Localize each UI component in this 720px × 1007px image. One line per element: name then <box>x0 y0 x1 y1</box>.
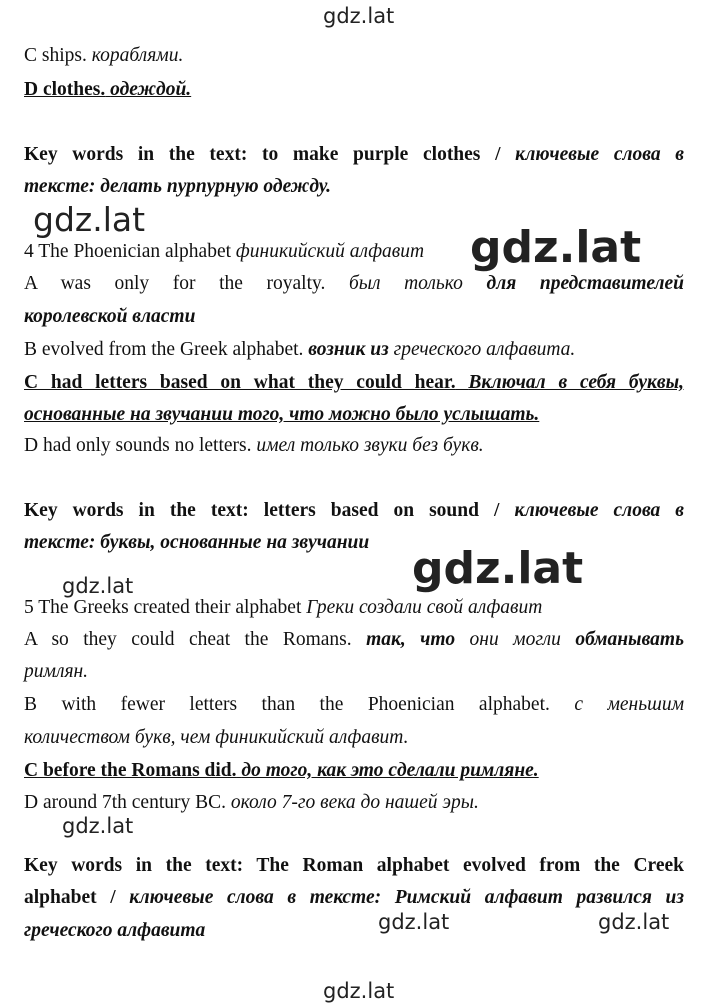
correct-answer-4c: C had letters based on what they could hear. Включал в себя буквы, <box>24 372 684 393</box>
option-4a-cont: королевской власти <box>24 306 196 327</box>
option-5b: B with fewer letters than the Phoenician alphabet. с меньшим <box>24 694 685 715</box>
key-words-2: Key words in the text: letters based on sound / ключевые слова в <box>24 500 685 521</box>
option-4d: D had only sounds no letters. имел только звуки без букв. <box>24 435 484 456</box>
watermark: gdz.lat <box>323 4 395 28</box>
correct-answer-5c: C before the Romans did. до того, как это сделали римляне. <box>24 760 539 781</box>
correct-answer-d: D clothes. одеждой. <box>24 79 192 100</box>
option-5b-cont: количеством букв, чем финикийский алфавит. <box>24 727 409 748</box>
key-words-3: Key words in the text: The Roman alphabet evolved from the Creek <box>24 855 684 876</box>
watermark: gdz.lat <box>378 910 450 934</box>
key-words-3-cont: alphabet / ключевые слова в тексте: Римский алфавит развился из <box>24 887 684 908</box>
watermark: gdz.lat <box>33 200 146 239</box>
watermark: gdz.lat <box>598 910 670 934</box>
key-words-3-end: греческого алфавита <box>24 920 206 941</box>
watermark: gdz.lat <box>412 543 584 594</box>
option-c: C ships. кораблями. <box>24 45 184 66</box>
option-5d: D around 7th century BC. около 7-го века до нашей эры. <box>24 792 479 813</box>
watermark: gdz.lat <box>323 979 395 1003</box>
key-words-2-cont: тексте: буквы, основанные на звучании <box>24 532 370 553</box>
option-4a: A was only for the royalty. был только для представителей <box>24 273 685 294</box>
watermark: gdz.lat <box>62 574 134 598</box>
correct-answer-4c-cont: основанные на звучании того, что можно было услышать. <box>24 404 540 425</box>
key-words-1: Key words in the text: to make purple clothes / ключевые слова в <box>24 144 684 165</box>
key-words-1-cont: тексте: делать пурпурную одежду. <box>24 176 332 197</box>
question-5-stem: 5 The Greeks created their alphabet Греки создали свой алфавит <box>24 597 543 618</box>
watermark: gdz.lat <box>62 814 134 838</box>
option-4b: B evolved from the Greek alphabet. возник из греческого алфавита. <box>24 339 576 360</box>
option-5a: A so they could cheat the Romans. так, что они могли обманывать <box>24 629 684 650</box>
watermark: gdz.lat <box>470 222 642 273</box>
question-4-stem: 4 The Phoenician alphabet финикийский алфавит <box>24 241 425 262</box>
option-5a-cont: римлян. <box>24 661 89 682</box>
